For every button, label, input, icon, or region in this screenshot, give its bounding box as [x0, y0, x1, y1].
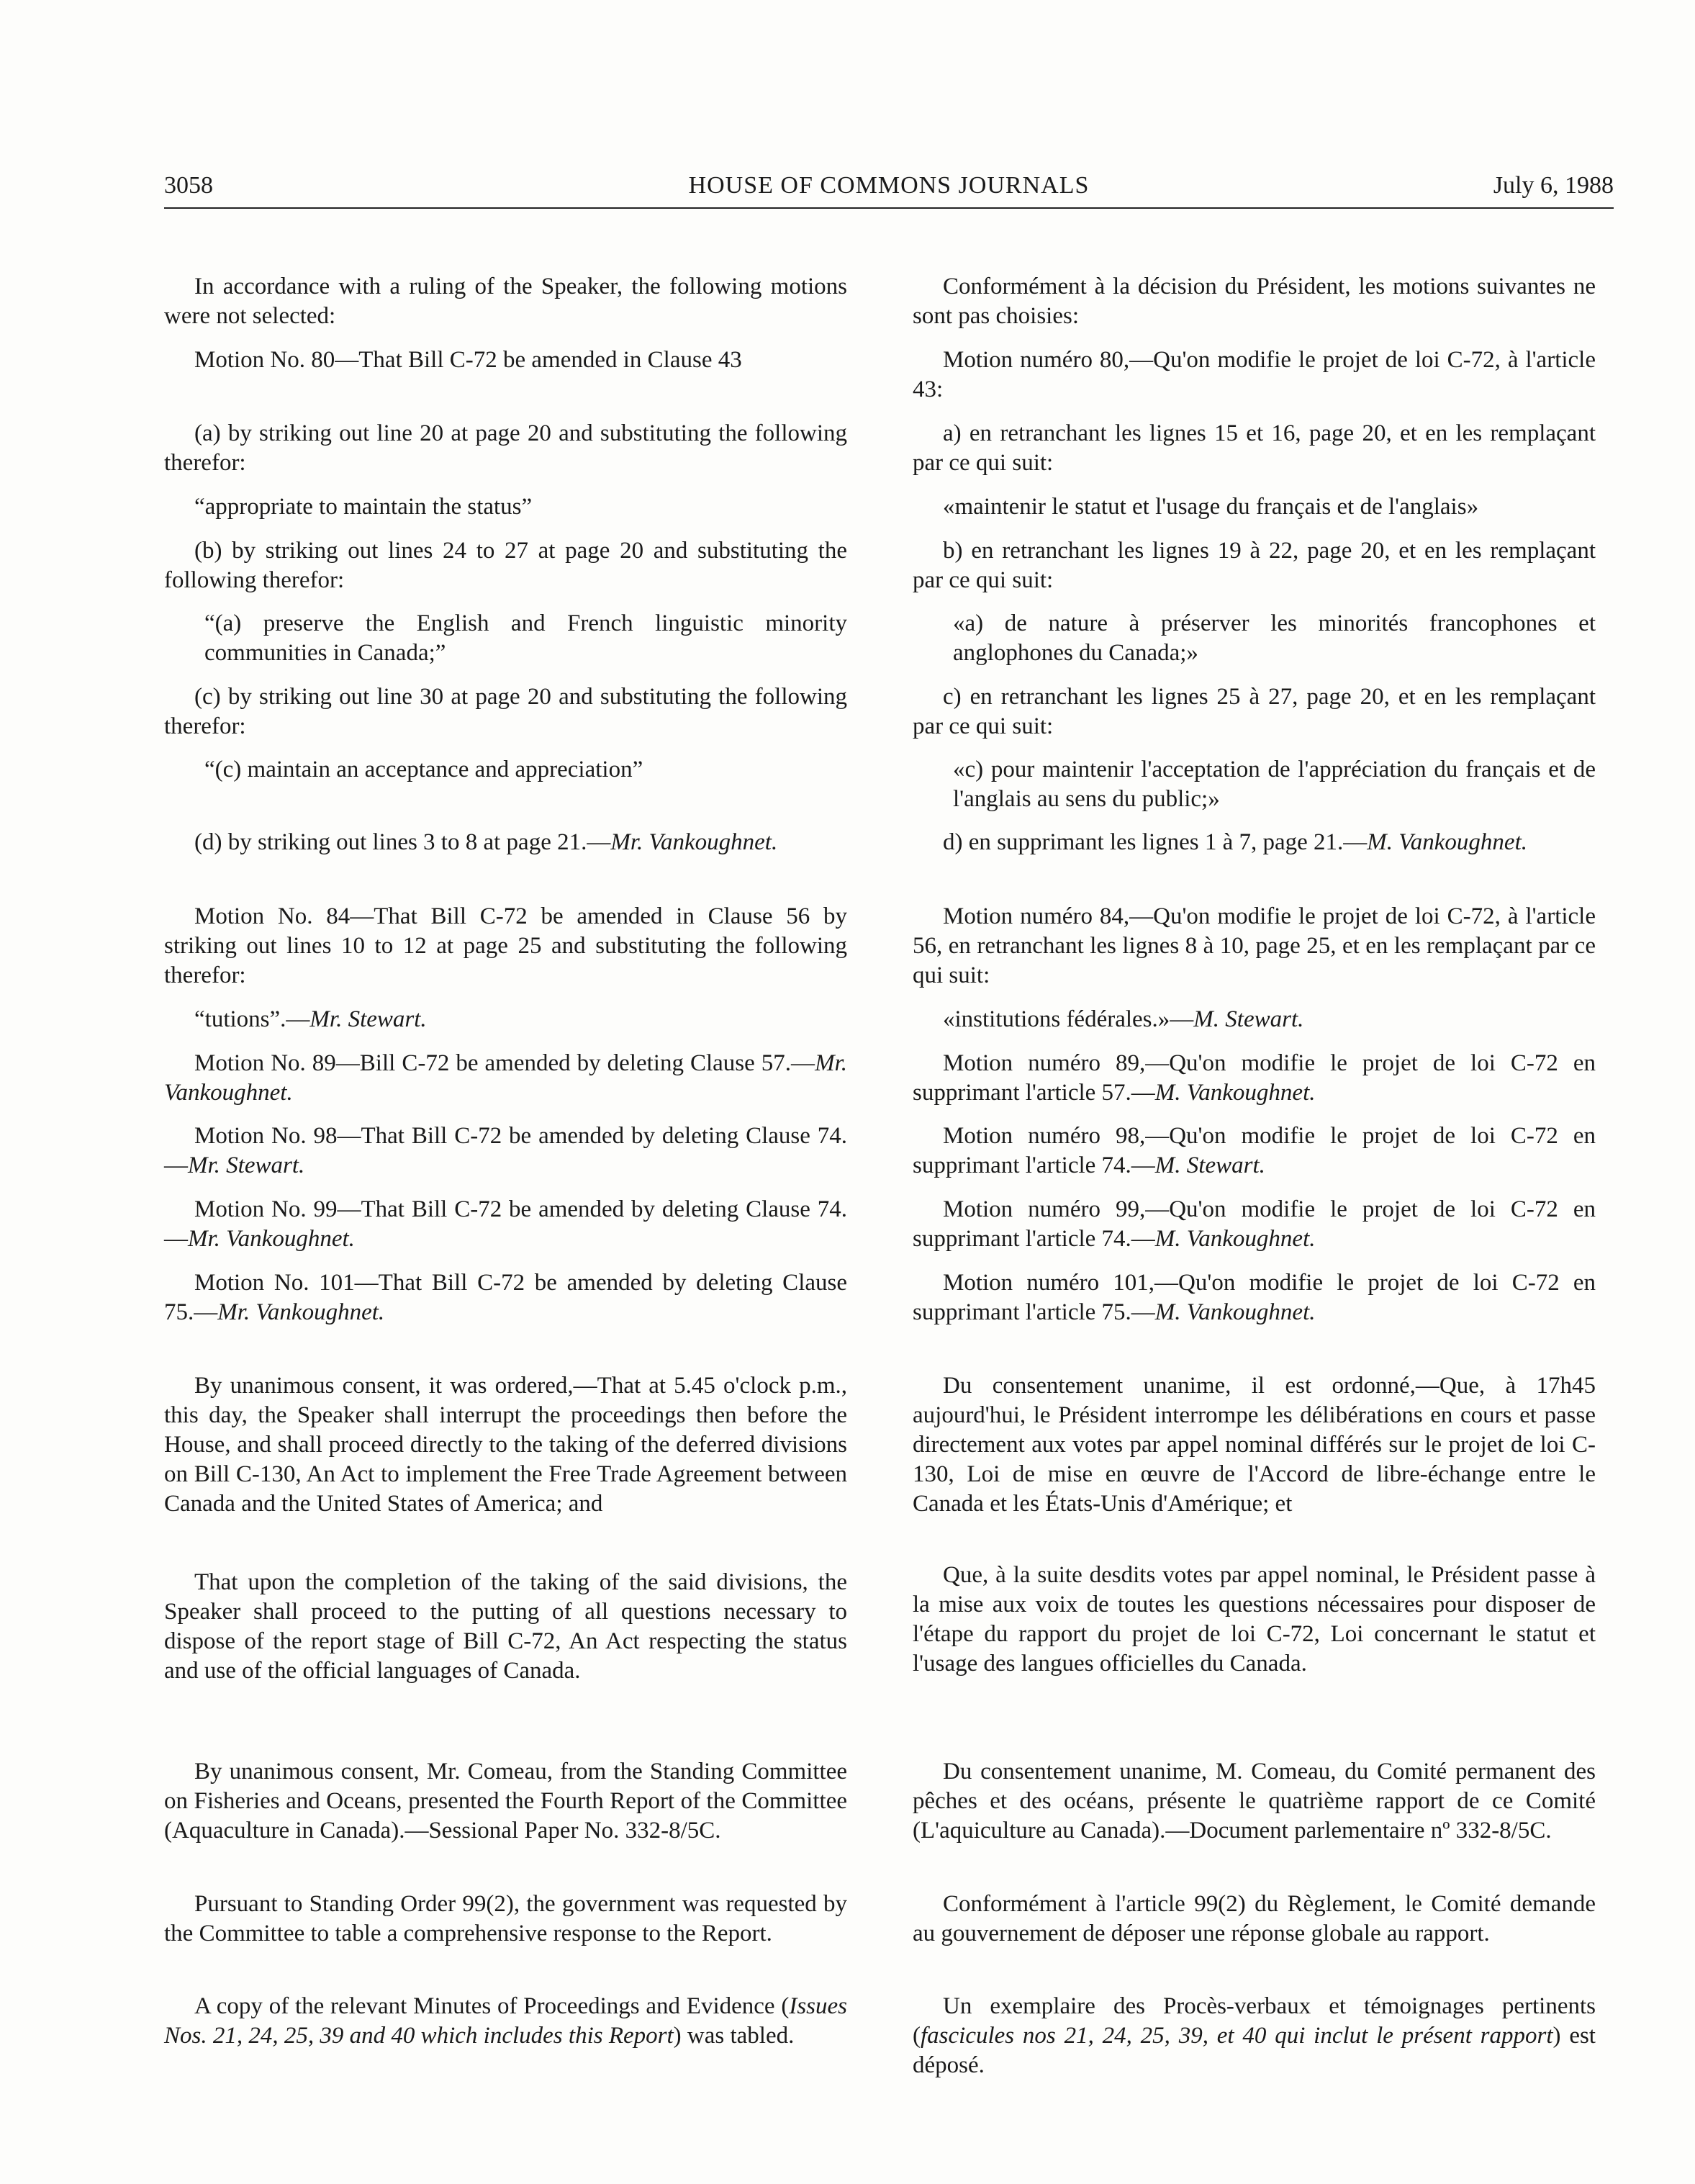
fr-report-3-issues: fascicules nos 21, 24, 25, 39, et 40 qui inclut le présent rapport [921, 2023, 1553, 2049]
fr-report-3 [913, 1992, 1596, 2080]
header-date: July 6, 1988 [1493, 172, 1614, 199]
en-motion-101-mover: Mr. Vankoughnet. [217, 1299, 385, 1325]
en-report-3-pre: A copy of the relevant Minutes of Proceedings and Evidence ( [194, 1993, 790, 2019]
fr-motion-80-d-text: d) en supprimant les lignes 1 à 7, page 21.— [943, 829, 1368, 855]
en-motion-84-mover: Mr. Stewart. [309, 1006, 427, 1032]
en-motion-84-text [164, 1005, 847, 1034]
en-motion-80-d-mover: Mr. Vankoughnet. [610, 829, 778, 855]
en-motion-80-b: (b) by striking out lines 24 to 27 at page 20 and substituting the following therefor: [164, 538, 847, 593]
fr-motion-98-text: Motion numéro 98,—Qu'on modifie le projet de loi C-72 en supprimant l'article 74.— [913, 1123, 1596, 1178]
en-motion-98 [164, 1122, 847, 1181]
en-motion-99-text: Motion No. 99—That Bill C-72 be amended by deleting Clause 74.— [164, 1196, 847, 1252]
fr-motion-80-b: b) en retranchant les lignes 19 à 22, page 20, et en les remplaçant par ce qui suit: [913, 538, 1596, 593]
fr-motion-80-a: a) en retranchant les lignes 15 et 16, page 20, et en les remplaçant par ce qui suit: [913, 420, 1596, 476]
journal-title: HOUSE OF COMMONS JOURNALS [688, 172, 1090, 199]
en-motion-99 [164, 1195, 847, 1254]
en-motion-80-a: (a) by striking out line 20 at page 20 and substituting the following therefor: [164, 420, 847, 476]
fr-motion-98-mover: M. Stewart. [1154, 1152, 1265, 1178]
en-motion-80-d-text: (d) by striking out lines 3 to 8 at page 21.— [194, 829, 611, 855]
en-motion-98-text: Motion No. 98—That Bill C-72 be amended by deleting Clause 74.— [164, 1123, 847, 1178]
fr-motion-80-d-mover: M. Vankoughnet. [1367, 829, 1527, 855]
fr-motion-84: Motion numéro 84,—Qu'on modifie le projet de loi C-72, à l'article 56, en retranchant les lignes 8 à 10, page 25, et en les remplaçant par ce qui suit: [913, 903, 1596, 988]
fr-motion-80-c-text: «c) pour maintenir l'acceptation de l'appréciation du français et de l'anglais au sens du public;» [953, 757, 1596, 812]
fr-motion-89-text: Motion numéro 89,—Qu'on modifie le projet de loi C-72 en supprimant l'article 57.— [913, 1050, 1596, 1106]
fr-report-3-pre: Un exemplaire des Procès-verbaux et témoignages pertinents ( [913, 1993, 1596, 2049]
en-motion-80-d [164, 828, 847, 857]
en-report-3 [164, 1992, 847, 2051]
en-report-3-post: ) was tabled. [673, 2023, 795, 2049]
page-number: 3058 [164, 172, 213, 199]
en-motion-80: Motion No. 80—That Bill C-72 be amended in Clause 43 [194, 347, 742, 373]
fr-motion-99 [913, 1195, 1596, 1254]
en-motion-80-c: (c) by striking out line 30 at page 20 and substituting the following therefor: [164, 684, 847, 739]
fr-motion-101-text: Motion numéro 101,—Qu'on modifie le projet de loi C-72 en supprimant l'article 75.— [913, 1270, 1596, 1325]
fr-motion-84-mover: M. Stewart. [1193, 1006, 1304, 1032]
fr-motion-98 [913, 1122, 1596, 1181]
en-motion-84: Motion No. 84—That Bill C-72 be amended in Clause 56 by striking out lines 10 to 12 at page 25 and substituting the following therefor: [164, 903, 847, 988]
fr-intro: Conformément à la décision du Président, les motions suivantes ne sont pas choisies: [913, 274, 1596, 329]
fr-motion-80-a-text: «maintenir le statut et l'usage du français et de l'anglais» [943, 494, 1479, 520]
en-report-3-issues: Issues Nos. 21, 24, 25, 39 and 40 which includes this Report [164, 1993, 847, 2049]
en-motion-99-mover: Mr. Vankoughnet. [188, 1226, 355, 1252]
en-motion-89-mover: Mr. Vankoughnet. [164, 1050, 847, 1106]
en-report-2: Pursuant to Standing Order 99(2), the government was requested by the Committee to table a comprehensive response to the Report. [164, 1891, 847, 1946]
fr-motion-80-d [913, 828, 1596, 857]
page-header [164, 164, 1614, 209]
en-motion-101 [164, 1268, 847, 1327]
en-order-1: By unanimous consent, it was ordered,—That at 5.45 o'clock p.m., this day, the Speaker shall interrupt the proceedings then before the House, and shall proceed directly to the taking of the deferred divisions on Bill C-130, An Act to implement the Free Trade Agreement between Canada and the United States of America; and [164, 1373, 847, 1517]
fr-motion-99-text: Motion numéro 99,—Qu'on modifie le projet de loi C-72 en supprimant l'article 74.— [913, 1196, 1596, 1252]
fr-report-2: Conformément à l'article 99(2) du Règlement, le Comité demande au gouvernement de déposer une réponse globale au rapport. [913, 1891, 1596, 1946]
fr-motion-101-mover: M. Vankoughnet. [1154, 1299, 1316, 1325]
fr-order-1: Du consentement unanime, il est ordonné,—Que, à 17h45 aujourd'hui, le Président interrompe les délibérations en cours et passe directement aux votes par appel nominal différés sur le projet de loi C-130, Loi de mise en œuvre de l'Accord de libre-échange entre le Canada et les États-Unis d'Amérique; et [913, 1373, 1596, 1517]
en-motion-101-text: Motion No. 101—That Bill C-72 be amended by deleting Clause 75.— [164, 1270, 847, 1325]
fr-motion-89-mover: M. Vankoughnet. [1154, 1080, 1316, 1106]
fr-report-3-post: ) est déposé. [913, 2023, 1596, 2078]
en-motion-98-mover: Mr. Stewart. [188, 1152, 305, 1178]
en-motion-89-text: Motion No. 89—Bill C-72 be amended by deleting Clause 57.— [194, 1050, 815, 1076]
en-motion-80-b-text: “(a) preserve the English and French linguistic minority communities in Canada;” [204, 610, 847, 666]
fr-motion-80-c: c) en retranchant les lignes 25 à 27, page 20, et en les remplaçant par ce qui suit: [913, 684, 1596, 739]
en-motion-80-c-text: “(c) maintain an acceptance and appreciation” [204, 757, 643, 782]
fr-report-1: Du consentement unanime, M. Comeau, du Comité permanent des pêches et des océans, présente le quatrième rapport de ce Comité (L'aquiculture au Canada).—Document parlementaire nº 332-8/5C. [913, 1759, 1596, 1844]
en-motion-84-quote: “tutions”.— [194, 1006, 310, 1032]
fr-motion-89 [913, 1049, 1596, 1108]
en-report-1: By unanimous consent, Mr. Comeau, from the Standing Committee on Fisheries and Oceans, presented the Fourth Report of the Committee (Aquaculture in Canada).—Sessional Paper No. 332-8/5C. [164, 1759, 847, 1844]
en-order-2: That upon the completion of the taking of the said divisions, the Speaker shall proceed to the putting of all questions necessary to dispose of the report stage of Bill C-72, An Act respecting the status and use of the official languages of Canada. [164, 1569, 847, 1684]
en-intro: In accordance with a ruling of the Speaker, the following motions were not selected: [164, 274, 847, 329]
fr-motion-101 [913, 1268, 1596, 1327]
fr-motion-99-mover: M. Vankoughnet. [1154, 1226, 1316, 1252]
fr-motion-84-quote: «institutions fédérales.»— [943, 1006, 1194, 1032]
en-motion-80-a-text: “appropriate to maintain the status” [194, 494, 533, 520]
fr-motion-80-b-text: «a) de nature à préserver les minorités francophones et anglophones du Canada;» [953, 610, 1596, 666]
fr-motion-84-text [913, 1005, 1596, 1034]
fr-order-2: Que, à la suite desdits votes par appel nominal, le Président passe à la mise aux voix de toutes les questions nécessaires pour disposer de l'étape du rapport du projet de loi C-72, Loi concernant le statut et l'usage des langues officielles du Canada. [913, 1562, 1596, 1677]
en-motion-89 [164, 1049, 847, 1108]
fr-motion-80: Motion numéro 80,—Qu'on modifie le projet de loi C-72, à l'article 43: [913, 347, 1596, 402]
